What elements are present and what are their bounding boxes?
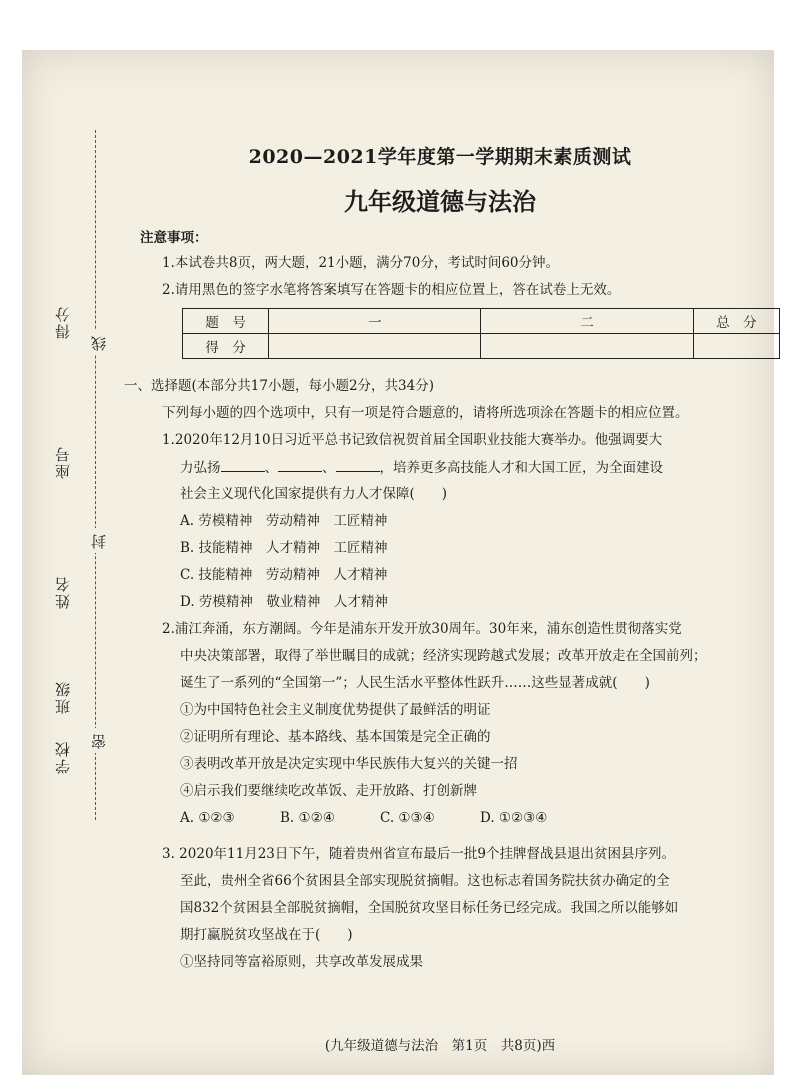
option-d: D. 劳模精神 敬业精神 人才精神 xyxy=(180,594,388,610)
table-cell: 一 xyxy=(269,309,481,334)
table-row xyxy=(183,334,780,359)
option-c: C. 技能精神 劳动精神 人才精神 xyxy=(180,567,388,583)
statement-item: ④启示我们要继续吃改革饭、走开放路、打创新牌 xyxy=(180,783,477,799)
answer-blank[interactable] xyxy=(278,457,322,472)
table-cell: 题 号 xyxy=(183,309,269,334)
notes-heading: 注意事项： xyxy=(140,230,208,246)
score-label: 得分 xyxy=(54,305,72,339)
statement-item: ②证明所有理论、基本路线、基本国策是完全正确的 xyxy=(180,729,491,745)
name-label: 姓名 xyxy=(54,575,72,609)
question-1-line: 社会主义现代化国家提供有力人才保障( ) xyxy=(180,486,448,502)
option-b: B. 技能精神 人才精神 工匠精神 xyxy=(180,540,388,556)
class-label: 班级 xyxy=(54,680,72,714)
score-input-2[interactable] xyxy=(481,334,693,359)
option-b: B. ①②④ xyxy=(280,810,335,826)
exam-subject: 九年级道德与法治 xyxy=(344,188,536,216)
question-2-line: 诞生了一系列的“全国第一”；人民生活水平整体性跃升……这些显著成就( ) xyxy=(180,675,650,691)
section-instruction: 下列每小题的四个选项中，只有一项是符合题意的，请将所选项涂在答题卡的相应位置。 xyxy=(162,405,689,421)
score-input-total[interactable] xyxy=(693,334,779,359)
text: ，培养更多高技能人才和大国工匠，为全面建设 xyxy=(379,460,663,476)
note-item: 1.本试卷共8页，两大题，21小题，满分70分，考试时间60分钟。 xyxy=(162,255,560,271)
question-3-line: 3. 2020年11月23日下午，随着贵州省宣布最后一批9个挂牌督战县退出贫困县序列。 xyxy=(162,846,675,862)
option-d: D. ①②③④ xyxy=(480,810,548,826)
option-c: C. ①③④ xyxy=(380,810,435,826)
question-3-line: 国832个贫困县全部脱贫摘帽，全国脱贫攻坚目标任务已经完成。我国之所以能够如 xyxy=(180,900,679,916)
statement-item: ③表明改革开放是决定实现中华民族伟大复兴的关键一招 xyxy=(180,756,518,772)
seal-line xyxy=(95,130,96,820)
table-row xyxy=(183,309,780,334)
table-cell: 二 xyxy=(481,309,693,334)
score-input-1[interactable] xyxy=(269,334,481,359)
question-1-line xyxy=(180,457,663,478)
question-1-line: 1.2020年12月10日习近平总书记致信祝贺首届全国职业技能大赛举办。他强调要大 xyxy=(162,432,663,448)
score-table xyxy=(182,308,780,359)
option-a: A. 劳模精神 劳动精神 工匠精神 xyxy=(180,513,388,529)
text: 力弘扬 xyxy=(180,460,221,476)
answer-blank[interactable] xyxy=(336,457,380,472)
note-item: 2.请用黑色的签字水笔将答案填写在答题卡的相应位置上，答在试卷上无效。 xyxy=(162,282,621,298)
answer-blank[interactable] xyxy=(221,457,265,472)
table-cell: 总 分 xyxy=(693,309,779,334)
exam-title: 2020—2021学年度第一学期期末素质测试 xyxy=(248,146,632,168)
option-a: A. ①②③ xyxy=(180,810,235,826)
seal-char-mi: 密 xyxy=(88,728,109,753)
question-3-line: 至此，贵州全省66个贫困县全部实现脱贫摘帽。这也标志着国务院扶贫办确定的全 xyxy=(180,873,670,889)
question-2-line: 2.浦江奔涌，东方潮阔。今年是浦东开发开放30周年。30年来，浦东创造性贯彻落实党 xyxy=(162,621,682,637)
table-cell: 得 分 xyxy=(183,334,269,359)
question-3-line: 期打赢脱贫攻坚战在于( ) xyxy=(180,927,353,943)
seal-char-xian: 线 xyxy=(88,330,109,355)
question-2-line: 中央决策部署，取得了举世瞩目的成就；经济实现跨越式发展；改革开放走在全国前列； xyxy=(180,648,707,664)
statement-item: ①为中国特色社会主义制度优势提供了最鲜活的明证 xyxy=(180,702,491,718)
school-label: 学校 xyxy=(54,740,72,774)
seal-char-feng: 封 xyxy=(88,528,109,553)
section-heading: 一、选择题(本部分共17小题，每小题2分，共34分) xyxy=(124,378,434,394)
statement-item: ①坚持同等富裕原则，共享改革发展成果 xyxy=(180,954,423,970)
text: 、 xyxy=(264,460,278,476)
text: 、 xyxy=(322,460,336,476)
seat-label: 座号 xyxy=(54,445,72,479)
page-footer: (九年级道德与法治 第1页 共8页)西 xyxy=(324,1038,556,1054)
